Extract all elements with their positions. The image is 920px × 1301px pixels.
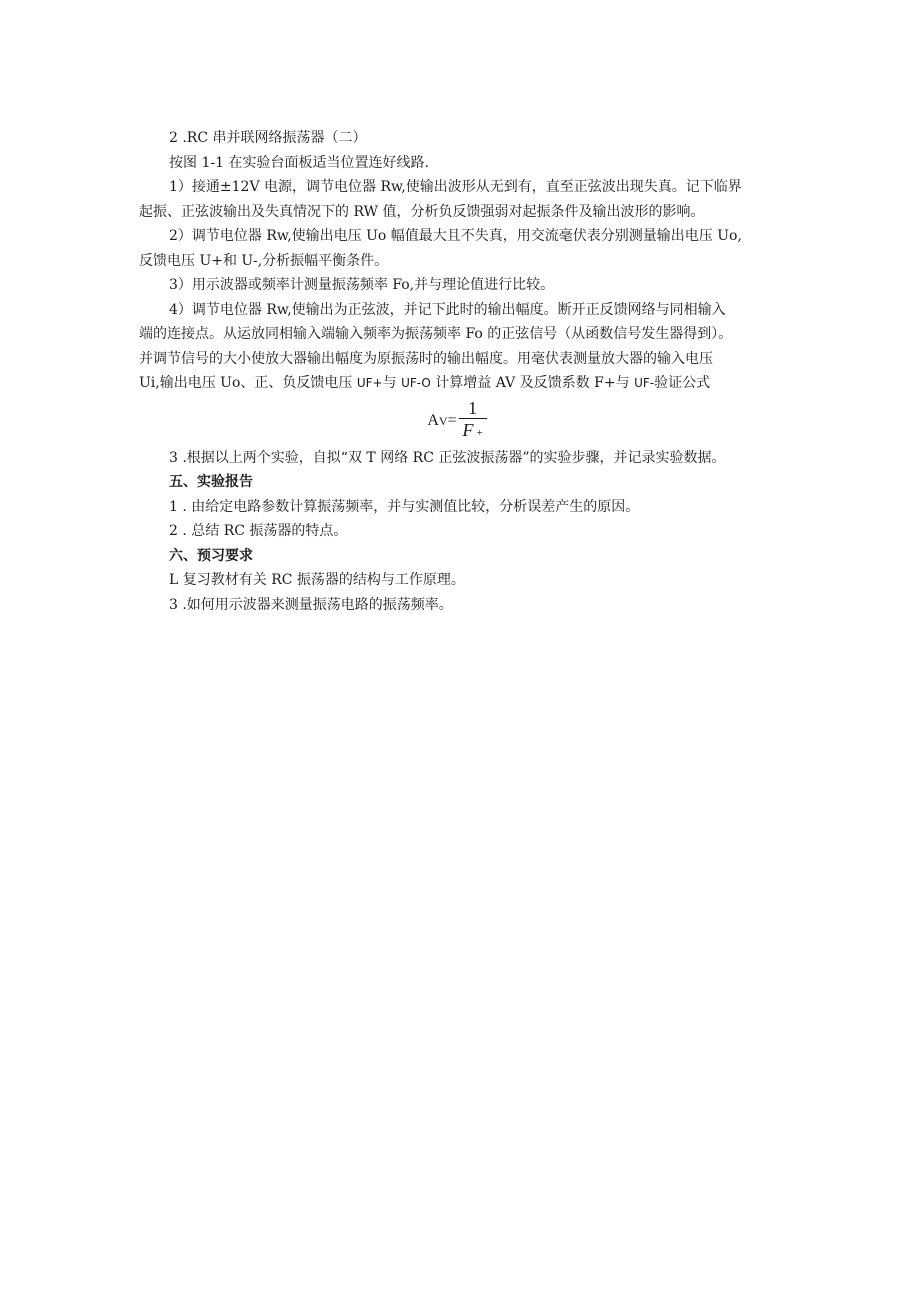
step-1-line-1: 1）接通±12V 电源，调节电位器 Rw,使输出波形从无到有，直至正弦波出现失真。记下临界 bbox=[169, 179, 742, 195]
report-heading: 五、实验报告 bbox=[169, 474, 253, 490]
formula-denominator bbox=[463, 419, 483, 444]
step-4-text-c: 与 bbox=[382, 375, 402, 391]
step-4-text-f: UF- bbox=[634, 376, 655, 390]
step-4-text-e: 计算增益 AV 及反馈系数 F+与 bbox=[430, 375, 635, 391]
formula-equals: = bbox=[447, 411, 457, 429]
gain-formula bbox=[139, 396, 795, 446]
section-2-title: 2 .RC 串并联网络振荡器（二） bbox=[169, 130, 367, 146]
section-3: 3 .根据以上两个实验，自拟“双 T 网络 RC 正弦波振荡器”的实验步骤，并记录实验数据。 bbox=[169, 449, 726, 466]
formula-lhs-letter: A bbox=[427, 411, 439, 429]
step-4-text-d: UF-O bbox=[401, 376, 431, 390]
preview-item-1: L 复习教材有关 RC 振荡器的结构与工作原理。 bbox=[169, 572, 465, 588]
section-2-intro: 按图 1-1 在实验台面板适当位置连好线路. bbox=[169, 154, 429, 171]
step-4-text-g: 验证公式 bbox=[654, 375, 711, 391]
step-4-line-4 bbox=[139, 371, 795, 396]
document-body bbox=[139, 126, 795, 617]
formula-denominator-sub: + bbox=[476, 426, 483, 439]
step-2-line-2: 反馈电压 U+和 U-,分析振幅平衡条件。 bbox=[139, 252, 389, 269]
preview-heading: 六、预习要求 bbox=[169, 547, 253, 564]
report-item-1: 1 . 由给定电路参数计算振荡频率，并与实测值比较，分析误差产生的原因。 bbox=[169, 498, 640, 515]
step-4-line-1: 4）调节电位器 Rw,使输出为正弦波，并记下此时的输出幅度。断开正反馈网络与同相输入 bbox=[169, 301, 726, 318]
report-item-2: 2 . 总结 RC 振荡器的特点。 bbox=[169, 523, 348, 539]
step-4-text-b: UF+ bbox=[356, 376, 383, 390]
formula-lhs-sub: V bbox=[438, 413, 448, 428]
formula-lhs bbox=[427, 412, 456, 430]
step-2-line-1: 2）调节电位器 Rw,使输出电压 Uo 幅值最大且不失真，用交流毫伏表分别测量输出电压 Uo, bbox=[169, 228, 742, 244]
step-4-text-a: Ui,输出电压 Uo、正、负反馈电压 bbox=[139, 375, 357, 391]
step-1-line-2: 起振、正弦波输出及失真情况下的 RW 值，分析负反馈强弱对起振条件及输出波形的影响。 bbox=[139, 203, 705, 220]
formula-fraction bbox=[459, 398, 487, 444]
step-4-line-2: 端的连接点。从运放同相输入端输入频率为振荡频率 Fo 的正弦信号（从函数信号发生器得到）。 bbox=[139, 326, 733, 342]
step-4-line-3: 并调节信号的大小使放大器输出幅度为原振荡时的输出幅度。用毫伏表测量放大器的输入电压 bbox=[139, 350, 713, 367]
formula-denominator-letter: F bbox=[462, 419, 474, 440]
formula-numerator: 1 bbox=[468, 397, 478, 418]
preview-item-2: 3 .如何用示波器来测量振荡电路的振荡频率。 bbox=[169, 596, 453, 613]
step-3: 3）用示波器或频率计测量振荡频率 Fo,并与理论值进行比较。 bbox=[169, 277, 555, 293]
